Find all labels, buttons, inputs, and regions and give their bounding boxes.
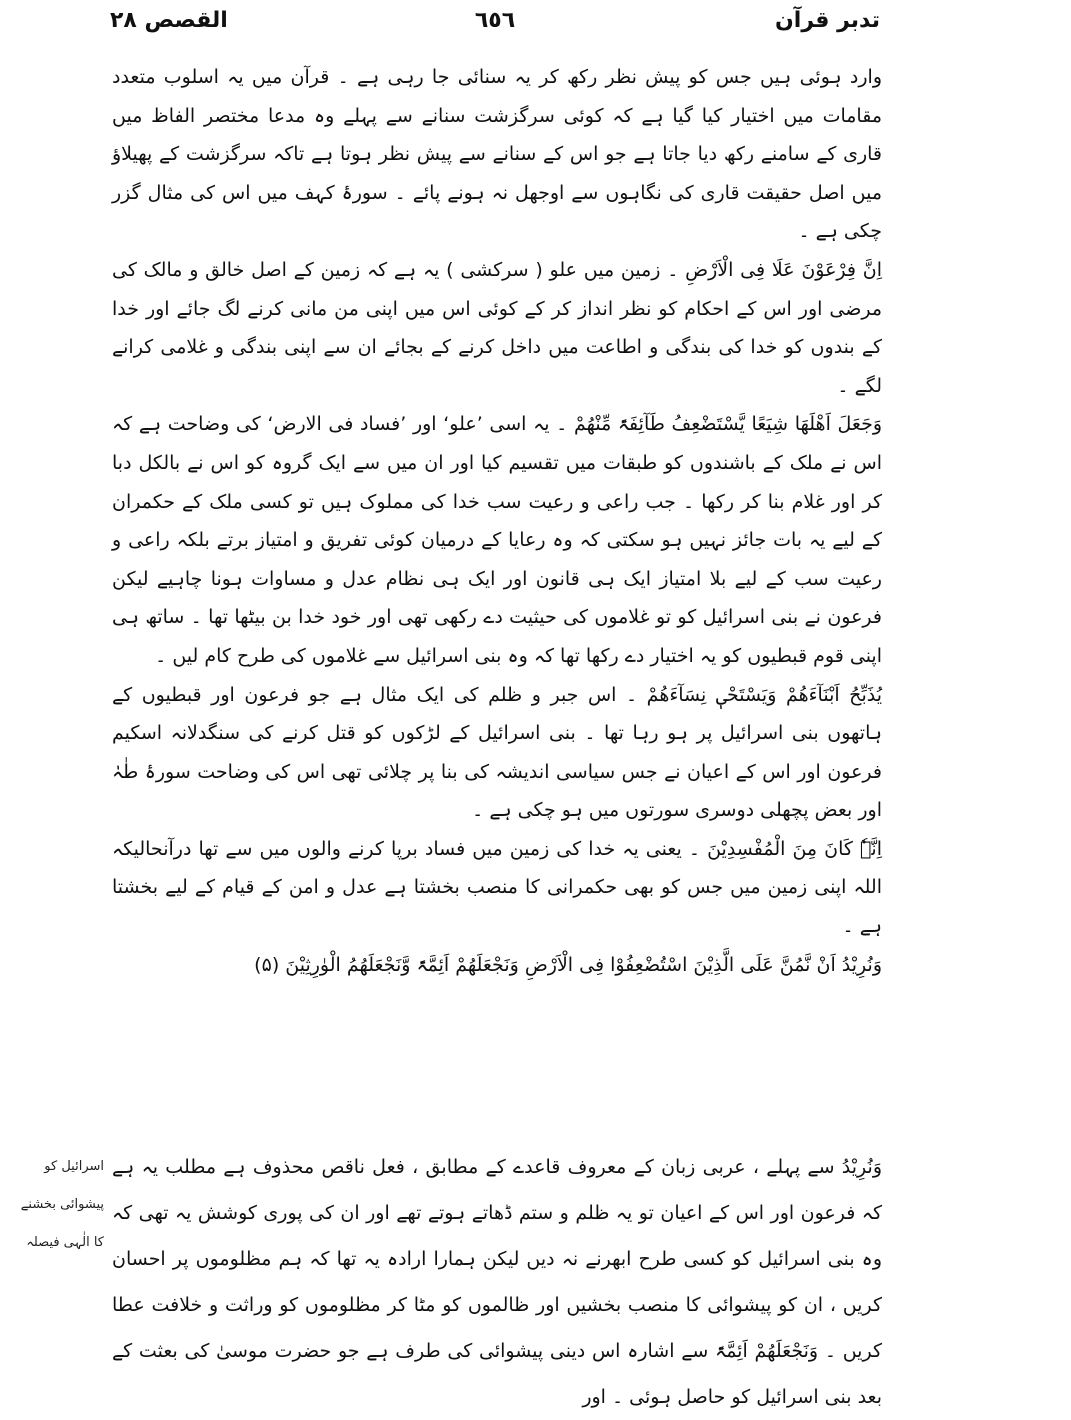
paragraph-factions: وَجَعَلَ اَھْلَھَا شِیَعًا یَّسْتَضْعِفُ طَآئِفَۃً مِّنْھُمْ ۔ یہ اسی ’علو‘ اور ’فساد فی الارض‘ کی وضاحت ہے کہ اس نے ملک کے باشندوں کو طبقات میں تقسیم کیا اور ان میں سے ایک گروہ کو اس نے بالکل دبا کر اور غلام بنا کر رکھا ۔ جب راعی و رعیت سب خدا کی مملوک ہیں تو کسی ملک کے حکمران کے لیے یہ بات جائز نہیں ہو سکتی کہ وہ رعایا کے درمیان کوئی تفریق و امتیاز برتے بلکہ راعی و رعیت سب کے لیے بلا امتیاز ایک ہی قانون اور ایک ہی نظام عدل و مساوات ہونا چاہیے لیکن فرعون نے بنی اسرائیل کو تو غلاموں کی حیثیت دے رکھی تھی اور خود خدا بن بیٹھا تھا ۔ ساتھ ہی اپنی قوم قبطیوں کو یہ اختیار دے رکھا تھا کہ وہ بنی اسرائیل سے غلاموں کی طرح کام لیں ۔ bbox=[112, 413, 882, 667]
paragraph-slaughter-sons: یُذَبِّحُ اَبْنَآءَھُمْ وَیَسْتَحْیٖ نِسَآءَھُمْ ۔ اس جبر و ظلم کی ایک مثال ہے جو فرعون اور قبطیوں کے ہاتھوں بنی اسرائیل پر ہو رہا تھا ۔ بنی اسرائیل کے لڑکوں کو قتل کرنے کی سنگدلانہ اسکیم فرعون اور اس کے اعیان نے جس سیاسی اندیشہ کی بنا پر چلائی تھی اس کی وضاحت سورۂ طٰہٰ اور بعض پچھلی دوسری سورتوں میں ہو چکی ہے ۔ bbox=[112, 683, 882, 822]
paragraph-intro: وارد ہوئی ہیں جس کو پیش نظر رکھ کر یہ سنائی جا رہی ہے ۔ قرآن میں یہ اسلوب متعدد مقامات میں اختیار کیا گیا ہے کہ کوئی سرگزشت سنانے سے پہلے وہ مدعا مختصر الفاظ میں قاری کے سامنے رکھ دیا جاتا ہے جو اس کے سنانے سے پیش نظر ہوتا ہے تاکہ سرگزشت کے پھیلاؤ میں اصل حقیقت قاری کی نگاہوں سے اوجھل نہ ہونے پائے ۔ سورۂ کہف میں اس کی مثال گزر چکی ہے ۔ bbox=[112, 66, 882, 243]
quran-verse-5: وَنُرِیْدُ اَنْ نَّمُنَّ عَلَی الَّذِیْنَ اسْتُضْعِفُوْا فِی الْاَرْضِ وَنَجْعَلَھُمْ اَئِمَّۃً وَّنَجْعَلَھُمُ الْوٰرِثِیْنَ (۵) bbox=[254, 953, 882, 976]
margin-note-line: پیشوائی بخشنے bbox=[20, 1197, 104, 1212]
paragraph-pharaoh-arrogance: اِنَّ فِرْعَوْنَ عَلَا فِی الْاَرْضِ ۔ زمین میں علو ( سرکشی ) یہ ہے کہ زمین کے اصل خالق و مالک کی مرضی اور اس کے احکام کو نظر انداز کر کے کوئی اس میں اپنی من مانی کرنے لگ جائے اور خدا کے بندوں کو خدا کی بندگی و اطاعت میں داخل کرنے کے بجائے ان سے اپنی بندگی و غلامی کرانے لگے ۔ bbox=[112, 258, 882, 397]
page-number: ٦٥٦ bbox=[474, 8, 516, 33]
paragraph-corrupters: اِنَّہٗ کَانَ مِنَ الْمُفْسِدِیْنَ ۔ یعنی یہ خدا کی زمین میں فساد برپا کرنے والوں میں سے تھا درآنحالیکہ اللہ اپنی زمین میں جس کو بھی حکمرانی کا منصب بخشتا ہے عدل و امن کے قیام کے لیے بخشتا ہے ۔ bbox=[112, 837, 882, 938]
paragraph-commentary: وَنُرِیْدُ سے پہلے ، عربی زبان کے معروف قاعدے کے مطابق ، فعل ناقص محذوف ہے مطلب یہ ہے کہ فرعون اور اس کے اعیان تو یہ ظلم و ستم ڈھاتے ہوتے تھے اور ان کی پوری کوشش یہ تھی کہ وہ بنی اسرائیل کو کسی طرح ابھرنے نہ دیں لیکن ہمارا ارادہ یہ تھا کہ ہم مظلوموں پر احسان کریں ، ان کو پیشوائی کا منصب بخشیں اور ظالموں کو مٹا کر مظلوموں کو وراثت و خلافت عطا کریں ۔ وَنَجْعَلَھُمْ اَئِمَّۃً سے اشارہ اس دینی پیشوائی کی طرف ہے جو حضرت موسیٰ کی بعثت کے بعد بنی اسرائیل کو حاصل ہوئی ۔ اور bbox=[112, 1156, 882, 1408]
main-text bbox=[112, 58, 882, 984]
commentary-text bbox=[112, 1144, 882, 1420]
book-title: تدبر قرآن bbox=[775, 8, 880, 33]
margin-note-line: اسرائیل کو bbox=[44, 1159, 104, 1174]
page-header bbox=[110, 8, 880, 44]
surah-label: القصص ٢٨ bbox=[110, 8, 228, 33]
margin-note-line: کا الٰہی فیصلہ bbox=[26, 1235, 104, 1250]
margin-note bbox=[20, 1148, 104, 1262]
